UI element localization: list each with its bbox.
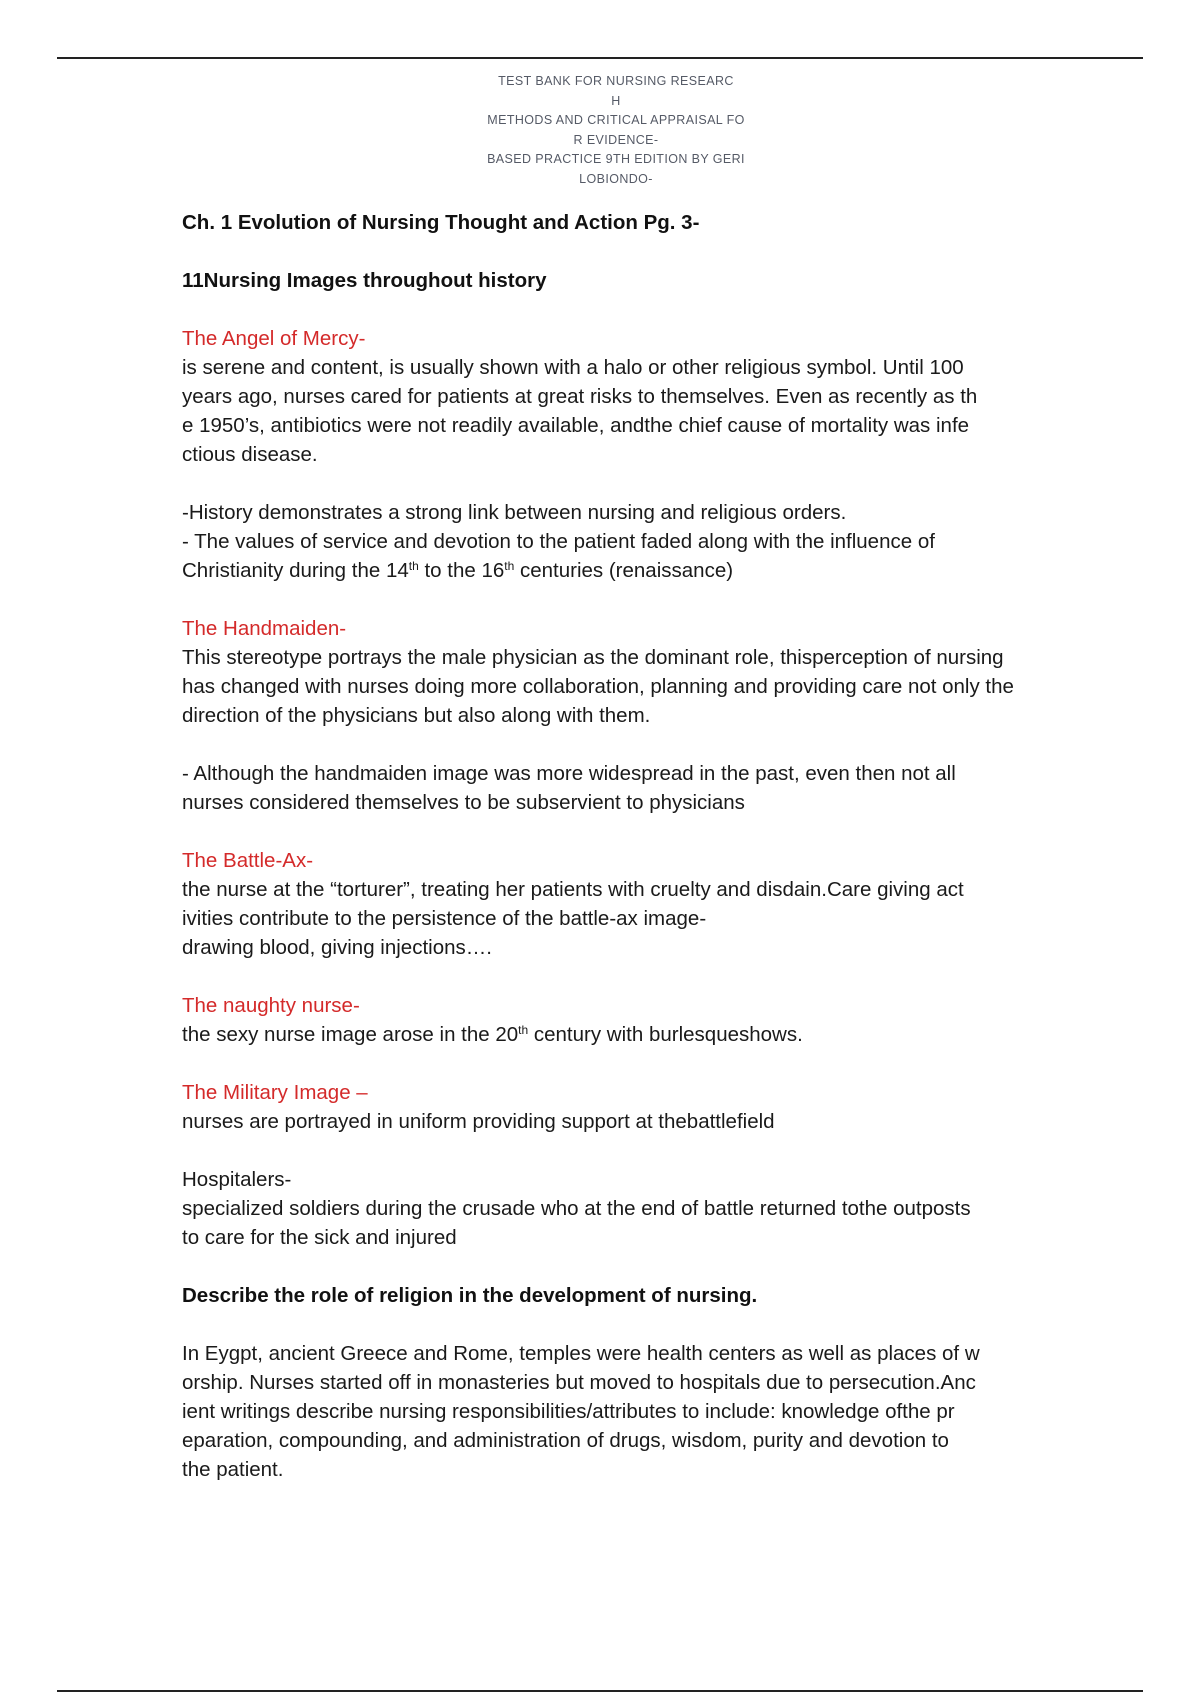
battleax-line: ivities contribute to the persistence of the battle-ax image- [182, 907, 707, 930]
bottom-rule [57, 1690, 1143, 1692]
section-title: 11Nursing Images throughout history [182, 269, 547, 292]
naughty-line: the sexy nurse image arose in the 20th century with burlesqueshows. [182, 1023, 803, 1046]
document-header [440, 72, 792, 189]
history-line: -History demonstrates a strong link between nursing and religious orders. [182, 501, 847, 524]
header-line: TEST BANK FOR NURSING RESEARC [498, 74, 734, 88]
chapter-title: Ch. 1 Evolution of Nursing Thought and Action Pg. 3- [182, 211, 700, 234]
answer-line: eparation, compounding, and administration of drugs, wisdom, purity and devotion to [182, 1429, 949, 1452]
header-line: H [611, 93, 621, 108]
angel-line: is serene and content, is usually shown with a halo or other religious symbol. Until 100 [182, 356, 964, 379]
angel-line: ctious disease. [182, 443, 318, 466]
answer-line: orship. Nurses started off in monasteries but moved to hospitals due to persecution.Anc [182, 1371, 976, 1394]
handmaiden-line: has changed with nurses doing more collaboration, planning and providing care not only the [182, 675, 1014, 698]
angel-line: years ago, nurses cared for patients at great risks to themselves. Even as recently as th [182, 385, 978, 408]
handmaiden-line: This stereotype portrays the male physician as the dominant role, thisperception of nursing [182, 646, 1004, 669]
battleax-line: the nurse at the “torturer”, treating her patients with cruelty and disdain.Care giving act [182, 878, 964, 901]
angel-heading: The Angel of Mercy- [182, 327, 366, 350]
header-line: METHODS AND CRITICAL APPRAISAL FO [487, 113, 745, 127]
hospitalers-line: to care for the sick and injured [182, 1226, 457, 1249]
handmaiden-note: - Although the handmaiden image was more widespread in the past, even then not all [182, 762, 956, 785]
answer-line: the patient. [182, 1458, 284, 1481]
military-line: nurses are portrayed in uniform providing support at thebattlefield [182, 1110, 775, 1133]
naughty-heading: The naughty nurse- [182, 994, 360, 1017]
hospitalers-heading: Hospitalers- [182, 1168, 292, 1191]
handmaiden-heading: The Handmaiden- [182, 617, 347, 640]
header-line: LOBIONDO- [579, 171, 653, 186]
header-line: BASED PRACTICE 9TH EDITION BY GERI [487, 152, 745, 166]
question-heading: Describe the role of religion in the development of nursing. [182, 1284, 758, 1307]
handmaiden-note: nurses considered themselves to be subservient to physicians [182, 791, 745, 814]
top-rule [57, 57, 1143, 59]
answer-line: In Eygpt, ancient Greece and Rome, temples were health centers as well as places of w [182, 1342, 980, 1365]
handmaiden-line: direction of the physicians but also along with them. [182, 704, 651, 727]
hospitalers-line: specialized soldiers during the crusade who at the end of battle returned tothe outposts [182, 1197, 971, 1220]
answer-line: ient writings describe nursing responsibilities/attributes to include: knowledge ofthe pr [182, 1400, 955, 1423]
battleax-line: drawing blood, giving injections…. [182, 936, 492, 959]
header-line: R EVIDENCE- [573, 132, 659, 147]
history-line: Christianity during the 14th to the 16th centuries (renaissance) [182, 559, 734, 582]
document-body [182, 208, 1102, 1484]
battleax-heading: The Battle-Ax- [182, 849, 314, 872]
angel-line: e 1950’s, antibiotics were not readily available, andthe chief cause of mortality was infe [182, 414, 970, 437]
military-heading: The Military Image – [182, 1081, 368, 1104]
history-line: - The values of service and devotion to the patient faded along with the influence of [182, 530, 935, 553]
